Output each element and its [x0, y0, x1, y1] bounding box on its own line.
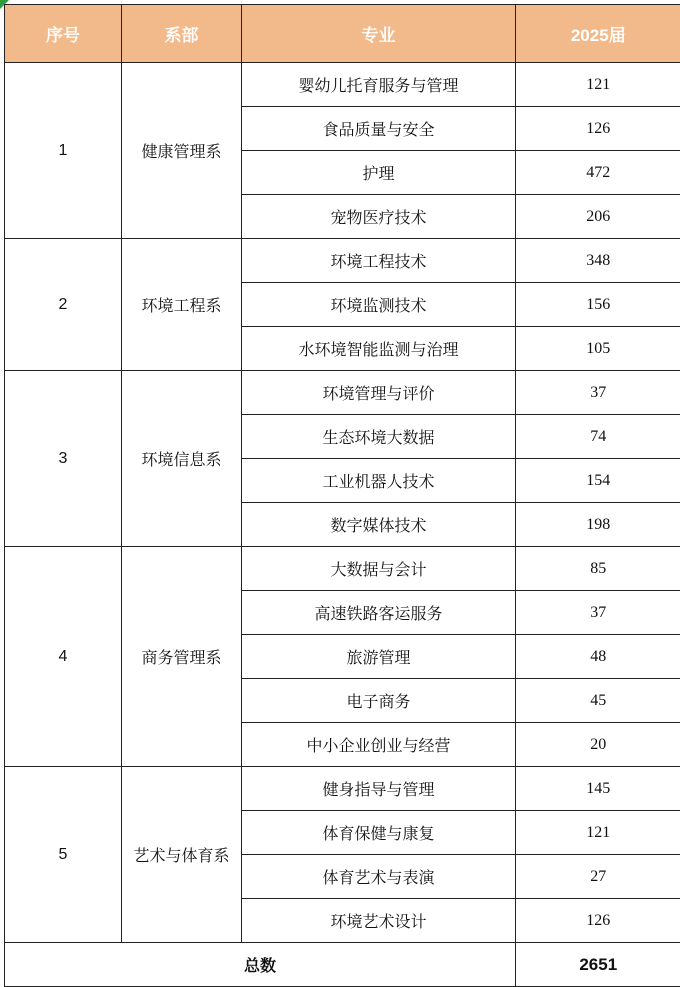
major-name: 数字媒体技术: [242, 503, 516, 547]
graduates-table: [4, 4, 680, 987]
major-name: 护理: [242, 151, 516, 195]
dept-name: 环境工程系: [122, 239, 242, 371]
graduate-count: 126: [516, 899, 680, 943]
graduate-count: 37: [516, 591, 680, 635]
dept-seq: 5: [5, 767, 122, 943]
graduate-count: 121: [516, 811, 680, 855]
table-body: [5, 63, 680, 943]
major-name: 宠物医疗技术: [242, 195, 516, 239]
major-name: 高速铁路客运服务: [242, 591, 516, 635]
major-name: 健身指导与管理: [242, 767, 516, 811]
dept-name: 艺术与体育系: [122, 767, 242, 943]
graduate-count: 74: [516, 415, 680, 459]
major-name: 旅游管理: [242, 635, 516, 679]
major-name: 大数据与会计: [242, 547, 516, 591]
header-seq: 序号: [5, 5, 122, 63]
dept-seq: 1: [5, 63, 122, 239]
total-value: 2651: [516, 943, 680, 987]
major-name: 环境艺术设计: [242, 899, 516, 943]
graduate-count: 472: [516, 151, 680, 195]
table-row: [5, 371, 680, 415]
total-row: [5, 943, 680, 987]
dept-name: 健康管理系: [122, 63, 242, 239]
total-label: 总数: [5, 943, 516, 987]
major-name: 环境监测技术: [242, 283, 516, 327]
major-name: 体育保健与康复: [242, 811, 516, 855]
header-year: 2025届: [516, 5, 680, 63]
dept-name: 商务管理系: [122, 547, 242, 767]
graduate-count: 121: [516, 63, 680, 107]
graduate-count: 48: [516, 635, 680, 679]
major-name: 生态环境大数据: [242, 415, 516, 459]
graduate-count: 20: [516, 723, 680, 767]
graduate-count: 45: [516, 679, 680, 723]
graduate-count: 27: [516, 855, 680, 899]
dept-name: 环境信息系: [122, 371, 242, 547]
table-row: [5, 63, 680, 107]
major-name: 环境工程技术: [242, 239, 516, 283]
dept-seq: 3: [5, 371, 122, 547]
major-name: 体育艺术与表演: [242, 855, 516, 899]
major-name: 工业机器人技术: [242, 459, 516, 503]
graduate-count: 348: [516, 239, 680, 283]
table-row: [5, 547, 680, 591]
dept-seq: 2: [5, 239, 122, 371]
major-name: 电子商务: [242, 679, 516, 723]
major-name: 水环境智能监测与治理: [242, 327, 516, 371]
major-name: 婴幼儿托育服务与管理: [242, 63, 516, 107]
header-dept: 系部: [122, 5, 242, 63]
graduate-count: 105: [516, 327, 680, 371]
graduate-count: 85: [516, 547, 680, 591]
graduate-count: 206: [516, 195, 680, 239]
graduate-count: 154: [516, 459, 680, 503]
major-name: 中小企业创业与经营: [242, 723, 516, 767]
graduate-count: 126: [516, 107, 680, 151]
graduate-count: 198: [516, 503, 680, 547]
graduate-count: 145: [516, 767, 680, 811]
header-major: 专业: [242, 5, 516, 63]
graduate-count: 37: [516, 371, 680, 415]
dept-seq: 4: [5, 547, 122, 767]
major-name: 食品质量与安全: [242, 107, 516, 151]
header-row: [5, 5, 680, 63]
major-name: 环境管理与评价: [242, 371, 516, 415]
table-row: [5, 767, 680, 811]
graduate-count: 156: [516, 283, 680, 327]
table-row: [5, 239, 680, 283]
